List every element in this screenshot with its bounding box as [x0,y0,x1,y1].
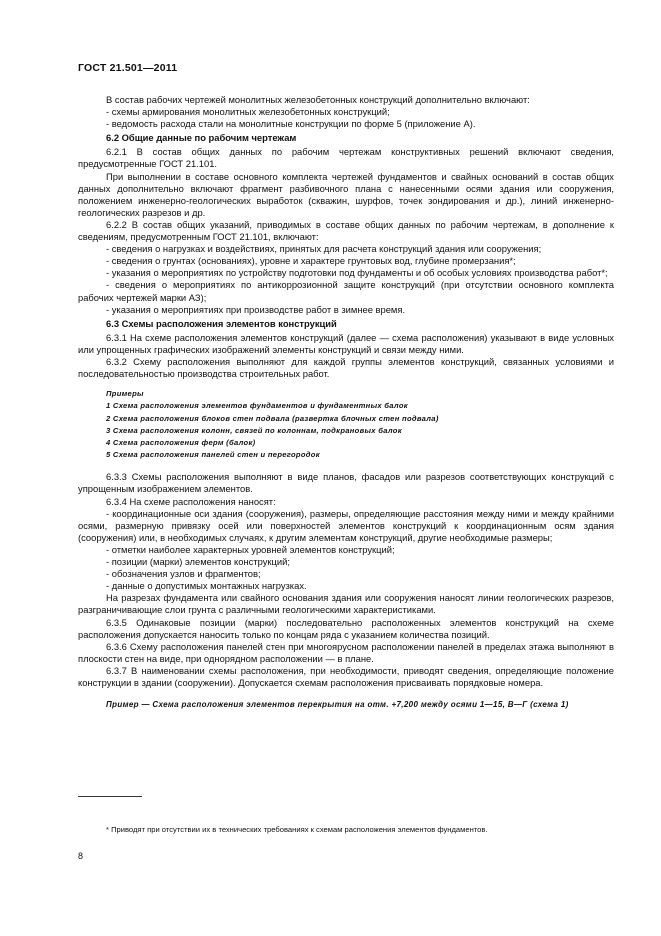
list-item: - данные о допустимых монтажных нагрузках. [106,580,307,592]
paragraph: 6.3.1 На схеме расположения элементов конструкций (далее — схема расположения) указывают в виде условных или упрощенных графических изображений элементы конструкций и связи между ними. [78,331,614,355]
list-item: - ведомость расхода стали на монолитные конструкции по форме 5 (приложение А). [106,118,476,130]
paragraph: При выполнении в составе основного комплекта чертежей фундаментов и свайных оснований в состав общих данных дополнительно включают фрагмент разбивочного плана с нанесенными осями здания или сооружения, положением инженерно-геологических выработок (скважин, шурфов, точек зондирования и др.), линий инженерно-геологических разрезов и др. [78,170,614,218]
paragraph: 6.2.1 В состав общих данных по рабочим чертежам конструктивных решений включают сведения, предусмотренные ГОСТ 21.101. [78,146,614,170]
body-section-2 [78,471,614,689]
list-item: - указания о мероприятиях по устройству подготовки под фундаменты и об особых условиях производства работ*; [106,267,608,279]
list-item: - обозначения узлов и фрагментов; [106,568,261,580]
paragraph: 6.2.2 В состав общих указаний, приводимых в составе общих данных по рабочим чертежам, в дополнение к сведениям, предусмотренным ГОСТ 21.101, включают: [78,218,614,243]
paragraph: 6.3.6 Схему расположения панелей стен при многоярусном расположении панелей в пределах этажа выполняют в плоскости стен на виде, при однорядном расположении — в плане. [78,640,614,664]
example-item: 4 Схема расположения ферм (балок) [106,437,256,447]
list-item: - отметки наиболее характерных уровней элементов конструкций; [106,543,395,555]
example-item: 5 Схема расположения панелей стен и перегородок [106,450,320,460]
paragraph: На разрезах фундамента или свайного основания здания или сооружения наносят линии геологических разрезов, разграничивающие слои грунта с различными геологическими характеристиками. [78,592,614,616]
list-item: - координационные оси здания (сооружения), размеры, определяющие расстояния между ними и между крайними осями, размерную привязку осей или поверхностей элементов конструкций к координационным осям здания (сооружения) или, в необходимых случаях, к другим элементам конструкций, другие необходимые размеры; [78,507,614,543]
section-heading: 6.2 Общие данные по рабочим чертежам [106,132,297,144]
list-item: - сведения о нагрузках и воздействиях, принятых для расчета конструкций здания или сооружения; [106,243,542,255]
examples-block [106,388,614,461]
examples-title: Примеры [106,389,144,399]
section-heading: 6.3 Схемы расположения элементов конструкций [106,317,337,329]
list-item: - указания о мероприятиях при производстве работ в зимнее время. [106,303,406,315]
body-section-1 [78,94,614,380]
footnote-rule [78,796,142,797]
paragraph: 6.3.3 Схемы расположения выполняют в виде планов, фасадов или разрезов соответствующих конструкций с упрощенным изображением элементов. [78,471,614,495]
paragraph: В состав рабочих чертежей монолитных железобетонных конструкций дополнительно включают: [106,94,530,105]
example-item: 2 Схема расположения блоков стен подвала (развертка блочных стен подвала) [106,413,439,423]
list-item: - сведения о мероприятиях по антикоррозионной защите конструкций (при отсутствии основного комплекта рабочих чертежей марки АЗ); [78,279,614,303]
paragraph: 6.3.5 Одинаковые позиции (марки) последовательно расположенных элементов конструкций на схеме расположения допускается наносить только по концам ряда с указанием количества позиций. [78,616,614,640]
example-item: 1 Схема расположения элементов фундаментов и фундаментных балок [106,401,408,411]
example-item: 3 Схема расположения колонн, связей по колоннам, подкрановых балок [106,425,402,435]
list-item: - позиции (марки) элементов конструкций; [106,556,290,568]
page-number: 8 [78,851,84,861]
document-page [78,62,614,712]
document-header: ГОСТ 21.501—2011 [78,62,178,74]
paragraph: 6.3.4 На схеме расположения наносят: [106,495,276,507]
paragraph: 6.3.2 Схему расположения выполняют для каждой группы элементов конструкций, связанных условиями и последовательностью производства строительных работ. [78,355,614,380]
footnote: * Приводят при отсутствии их в технических требованиях к схемам расположения элементов фундаментов. [106,825,488,834]
paragraph: 6.3.7 В наименовании схемы расположения, при необходимости, приводят сведения, определяющие положение конструкции в здании (сооружении). Допускается схемам расположения присваивать порядковые номера. [78,664,614,688]
list-item: - сведения о грунтах (основаниях), уровне и характере грунтовых вод, глубине промерзания*; [106,255,516,267]
list-item: - схемы армирования монолитных железобетонных конструкций; [106,106,390,118]
example-note: Пример — Схема расположения элементов перекрытия на отм. +7,200 между осями 1—15, В—Г (схема 1) [106,700,569,710]
